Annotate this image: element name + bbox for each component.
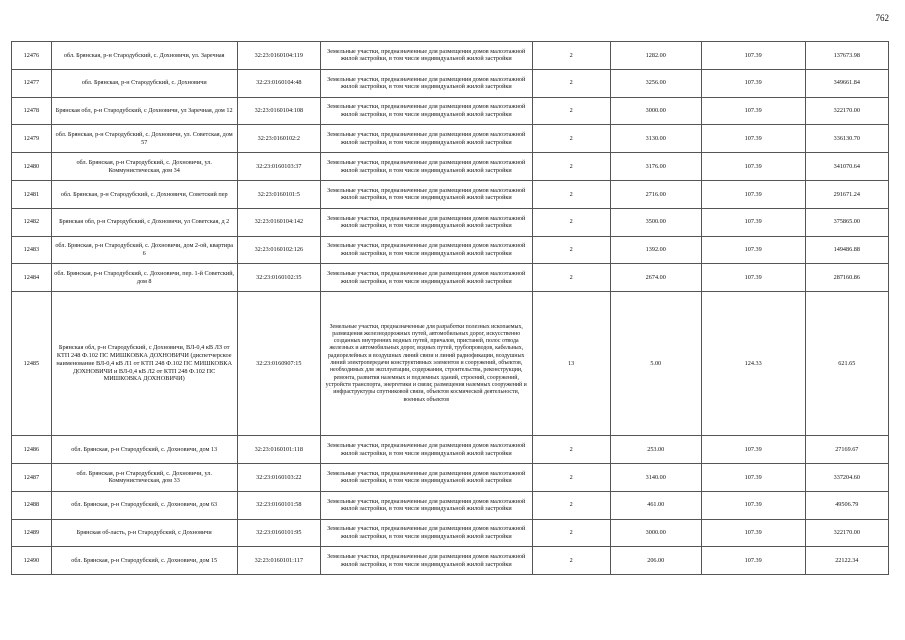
permitted-use-cell: Земельные участки, предназначенные для размещения домов малоэтажной жилой застройки, в том числе индивидуальной жилой застройки bbox=[320, 69, 532, 97]
specific-value-cell: 107.39 bbox=[701, 491, 805, 519]
cadastral-value-cell: 291671.24 bbox=[805, 180, 888, 208]
category-cell: 2 bbox=[532, 463, 610, 491]
table-row bbox=[12, 208, 889, 236]
permitted-use-cell: Земельные участки, предназначенные для размещения домов малоэтажной жилой застройки, в том числе индивидуальной жилой застройки bbox=[320, 519, 532, 547]
row-number-cell: 12484 bbox=[12, 264, 52, 292]
address-cell: обл. Брянская, р-н Стародубский, с. Дохновичи, Советский пер bbox=[51, 180, 237, 208]
cadastral-value-cell: 349661.84 bbox=[805, 69, 888, 97]
category-cell: 13 bbox=[532, 292, 610, 436]
specific-value-cell: 107.39 bbox=[701, 519, 805, 547]
row-number-cell: 12478 bbox=[12, 97, 52, 125]
cadastral-number-cell: 32:23:0160102:126 bbox=[237, 236, 320, 264]
table-row bbox=[12, 97, 889, 125]
cadastral-value-cell: 149486.88 bbox=[805, 236, 888, 264]
table-row bbox=[12, 547, 889, 575]
specific-value-cell: 107.39 bbox=[701, 236, 805, 264]
cadastral-value-cell: 375865.00 bbox=[805, 208, 888, 236]
address-cell: обл. Брянская, р-н Стародубский, с. Дохновичи, дом 13 bbox=[51, 436, 237, 464]
area-cell: 5.00 bbox=[610, 292, 701, 436]
row-number-cell: 12485 bbox=[12, 292, 52, 436]
table-row bbox=[12, 491, 889, 519]
table-row bbox=[12, 519, 889, 547]
cadastral-value-cell: 49506.79 bbox=[805, 491, 888, 519]
address-cell: обл. Брянская, р-н Стародубский, с. Дохновичи, дом 63 bbox=[51, 491, 237, 519]
cadastral-number-cell: 32:23:0160104:119 bbox=[237, 42, 320, 70]
land-registry-table bbox=[11, 41, 889, 575]
cadastral-number-cell: 32:23:0160103:22 bbox=[237, 463, 320, 491]
address-cell: Брянская обл, р-н Стародубский, с Дохновичи, ул Заречная, дом 12 bbox=[51, 97, 237, 125]
specific-value-cell: 107.39 bbox=[701, 42, 805, 70]
specific-value-cell: 107.39 bbox=[701, 436, 805, 464]
category-cell: 2 bbox=[532, 42, 610, 70]
table-row bbox=[12, 153, 889, 181]
area-cell: 3130.00 bbox=[610, 125, 701, 153]
table-row bbox=[12, 42, 889, 70]
permitted-use-cell: Земельные участки, предназначенные для размещения домов малоэтажной жилой застройки, в том числе индивидуальной жилой застройки bbox=[320, 42, 532, 70]
specific-value-cell: 107.39 bbox=[701, 69, 805, 97]
area-cell: 1282.00 bbox=[610, 42, 701, 70]
address-cell: обл. Брянская, р-н Стародубский, с. Дохновичи bbox=[51, 69, 237, 97]
cadastral-number-cell: 32:23:0160104:48 bbox=[237, 69, 320, 97]
row-number-cell: 12476 bbox=[12, 42, 52, 70]
address-cell: Брянская обл, р-н Стародубский, с Дохновичи, ул Советская, д 2 bbox=[51, 208, 237, 236]
specific-value-cell: 124.33 bbox=[701, 292, 805, 436]
area-cell: 2716.00 bbox=[610, 180, 701, 208]
area-cell: 461.00 bbox=[610, 491, 701, 519]
permitted-use-cell: Земельные участки, предназначенные для размещения домов малоэтажной жилой застройки, в том числе индивидуальной жилой застройки bbox=[320, 436, 532, 464]
area-cell: 1392.00 bbox=[610, 236, 701, 264]
category-cell: 2 bbox=[532, 125, 610, 153]
address-cell: обл. Брянская, р-н Стародубский, с. Дохновичи, дом 15 bbox=[51, 547, 237, 575]
cadastral-number-cell: 32:23:0160103:37 bbox=[237, 153, 320, 181]
address-cell: обл. Брянская, р-н Стародубский, с. Дохновичи, ул. Коммунистическая, дом 34 bbox=[51, 153, 237, 181]
category-cell: 2 bbox=[532, 208, 610, 236]
permitted-use-cell: Земельные участки, предназначенные для размещения домов малоэтажной жилой застройки, в том числе индивидуальной жилой застройки bbox=[320, 264, 532, 292]
category-cell: 2 bbox=[532, 153, 610, 181]
area-cell: 3500.00 bbox=[610, 208, 701, 236]
address-cell: обл. Брянская, р-н Стародубский, с. Дохновичи, ул. Советская, дом 57 bbox=[51, 125, 237, 153]
row-number-cell: 12489 bbox=[12, 519, 52, 547]
area-cell: 3000.00 bbox=[610, 519, 701, 547]
cadastral-number-cell: 32:23:0160104:108 bbox=[237, 97, 320, 125]
permitted-use-cell: Земельные участки, предназначенные для размещения домов малоэтажной жилой застройки, в том числе индивидуальной жилой застройки bbox=[320, 491, 532, 519]
row-number-cell: 12477 bbox=[12, 69, 52, 97]
page-number: 762 bbox=[875, 13, 889, 23]
specific-value-cell: 107.39 bbox=[701, 153, 805, 181]
specific-value-cell: 107.39 bbox=[701, 180, 805, 208]
row-number-cell: 12482 bbox=[12, 208, 52, 236]
cadastral-number-cell: 32:23:0160101:117 bbox=[237, 547, 320, 575]
row-number-cell: 12490 bbox=[12, 547, 52, 575]
address-cell: обл. Брянская, р-н Стародубский, с. Дохновичи, ул. Заречная bbox=[51, 42, 237, 70]
row-number-cell: 12488 bbox=[12, 491, 52, 519]
cadastral-value-cell: 22122.34 bbox=[805, 547, 888, 575]
row-number-cell: 12481 bbox=[12, 180, 52, 208]
category-cell: 2 bbox=[532, 436, 610, 464]
table-row bbox=[12, 69, 889, 97]
category-cell: 2 bbox=[532, 97, 610, 125]
area-cell: 253.00 bbox=[610, 436, 701, 464]
cadastral-number-cell: 32:23:0160102:2 bbox=[237, 125, 320, 153]
cadastral-value-cell: 27169.67 bbox=[805, 436, 888, 464]
specific-value-cell: 107.39 bbox=[701, 125, 805, 153]
permitted-use-cell: Земельные участки, предназначенные для размещения домов малоэтажной жилой застройки, в том числе индивидуальной жилой застройки bbox=[320, 236, 532, 264]
row-number-cell: 12486 bbox=[12, 436, 52, 464]
cadastral-number-cell: 32:23:0160907:15 bbox=[237, 292, 320, 436]
permitted-use-cell: Земельные участки, предназначенные для разработки полезных ископаемых, размещения железнодорожных путей, автомобильных дорог, искусственно созданных внутренних водных путей, причалов, пристаней, полос отвода железных и автомобильных дорог, водных путей, трубопроводов, кабельных, радиорелейных и воздушных линий связи и линий радиофикации, воздушных линий электропередачи конструктивных элементов и сооружений, объектов, необходимых для эксплуатации, содержания, строительства, реконструкции, ремонта, развития наземных и подземных зданий, строений, сооружений, устройств транспорта, энергетики и связи; размещения наземных сооружений и инфраструктуры спутниковой связи, объектов космической деятельности, военных объектов bbox=[320, 292, 532, 436]
permitted-use-cell: Земельные участки, предназначенные для размещения домов малоэтажной жилой застройки, в том числе индивидуальной жилой застройки bbox=[320, 463, 532, 491]
cadastral-value-cell: 322170.00 bbox=[805, 519, 888, 547]
category-cell: 2 bbox=[532, 264, 610, 292]
permitted-use-cell: Земельные участки, предназначенные для размещения домов малоэтажной жилой застройки, в том числе индивидуальной жилой застройки bbox=[320, 153, 532, 181]
area-cell: 3140.00 bbox=[610, 463, 701, 491]
cadastral-value-cell: 287160.86 bbox=[805, 264, 888, 292]
area-cell: 3000.00 bbox=[610, 97, 701, 125]
area-cell: 3176.00 bbox=[610, 153, 701, 181]
category-cell: 2 bbox=[532, 547, 610, 575]
category-cell: 2 bbox=[532, 491, 610, 519]
cadastral-value-cell: 336130.70 bbox=[805, 125, 888, 153]
permitted-use-cell: Земельные участки, предназначенные для размещения домов малоэтажной жилой застройки, в том числе индивидуальной жилой застройки bbox=[320, 208, 532, 236]
table-row bbox=[12, 236, 889, 264]
permitted-use-cell: Земельные участки, предназначенные для размещения домов малоэтажной жилой застройки, в том числе индивидуальной жилой застройки bbox=[320, 547, 532, 575]
address-cell: обл. Брянская, р-н Стародубский, с. Дохновичи, дом 2-ой, квартира 6 bbox=[51, 236, 237, 264]
address-cell: обл. Брянская, р-н Стародубский, с. Дохновичи, пер. 1-й Советский, дом 8 bbox=[51, 264, 237, 292]
specific-value-cell: 107.39 bbox=[701, 97, 805, 125]
address-cell: Брянская обл, р-н Стародубский, с Дохновичи, ВЛ-0,4 кВ ЛЗ от КТП 248 Ф.102 ПС МИШКОВКА ДОХНОВИЧИ (диспетчерское наименование ВЛ-0,4 кВ Л1 от КТП 248 Ф.102 ПС МИШКОВКА ДОХНОВИЧИ и ВЛ-0,4 кВ Л2 от КТП 248 Ф.102 ПС МИШКОВКА ДОХНОВИЧИ) bbox=[51, 292, 237, 436]
registry-table-body bbox=[12, 42, 889, 575]
area-cell: 206.00 bbox=[610, 547, 701, 575]
table-row bbox=[12, 436, 889, 464]
specific-value-cell: 107.39 bbox=[701, 547, 805, 575]
address-cell: Брянская об-ласть, р-н Стародубский, с Дохновичи bbox=[51, 519, 237, 547]
cadastral-number-cell: 32:23:0160101:5 bbox=[237, 180, 320, 208]
category-cell: 2 bbox=[532, 236, 610, 264]
area-cell: 3256.00 bbox=[610, 69, 701, 97]
permitted-use-cell: Земельные участки, предназначенные для размещения домов малоэтажной жилой застройки, в том числе индивидуальной жилой застройки bbox=[320, 180, 532, 208]
cadastral-number-cell: 32:23:0160101:118 bbox=[237, 436, 320, 464]
table-row bbox=[12, 292, 889, 436]
cadastral-number-cell: 32:23:0160102:35 bbox=[237, 264, 320, 292]
row-number-cell: 12487 bbox=[12, 463, 52, 491]
specific-value-cell: 107.39 bbox=[701, 264, 805, 292]
permitted-use-cell: Земельные участки, предназначенные для размещения домов малоэтажной жилой застройки, в том числе индивидуальной жилой застройки bbox=[320, 97, 532, 125]
area-cell: 2674.00 bbox=[610, 264, 701, 292]
cadastral-value-cell: 341070.64 bbox=[805, 153, 888, 181]
specific-value-cell: 107.39 bbox=[701, 463, 805, 491]
cadastral-number-cell: 32:23:0160101:58 bbox=[237, 491, 320, 519]
row-number-cell: 12480 bbox=[12, 153, 52, 181]
table-row bbox=[12, 180, 889, 208]
category-cell: 2 bbox=[532, 519, 610, 547]
row-number-cell: 12479 bbox=[12, 125, 52, 153]
address-cell: обл. Брянская, р-н Стародубский, с. Дохновичи, ул. Коммунистическая, дом 33 bbox=[51, 463, 237, 491]
row-number-cell: 12483 bbox=[12, 236, 52, 264]
cadastral-value-cell: 322170.00 bbox=[805, 97, 888, 125]
cadastral-number-cell: 32:23:0160104:142 bbox=[237, 208, 320, 236]
table-row bbox=[12, 264, 889, 292]
cadastral-number-cell: 32:23:0160101:95 bbox=[237, 519, 320, 547]
specific-value-cell: 107.39 bbox=[701, 208, 805, 236]
cadastral-value-cell: 337204.60 bbox=[805, 463, 888, 491]
permitted-use-cell: Земельные участки, предназначенные для размещения домов малоэтажной жилой застройки, в том числе индивидуальной жилой застройки bbox=[320, 125, 532, 153]
cadastral-value-cell: 137673.98 bbox=[805, 42, 888, 70]
cadastral-value-cell: 621.65 bbox=[805, 292, 888, 436]
table-row bbox=[12, 463, 889, 491]
category-cell: 2 bbox=[532, 180, 610, 208]
category-cell: 2 bbox=[532, 69, 610, 97]
table-row bbox=[12, 125, 889, 153]
